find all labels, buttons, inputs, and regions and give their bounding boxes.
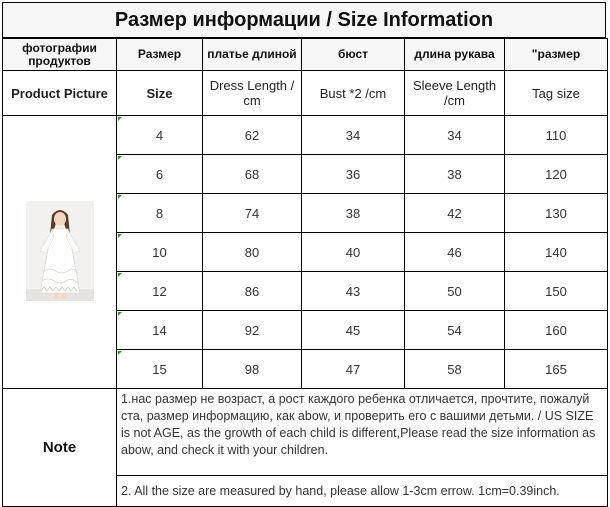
cell-tag-size: 120 — [505, 155, 608, 194]
cell-tag-size: 140 — [505, 233, 608, 272]
cell-tag-size: 150 — [505, 272, 608, 311]
cell-bust: 43 — [302, 272, 405, 311]
cell-sleeve: 38 — [405, 155, 505, 194]
cell-tag-size: 130 — [505, 194, 608, 233]
cell-bust: 34 — [302, 116, 405, 155]
cell-sleeve: 50 — [405, 272, 505, 311]
cell-bust: 40 — [302, 233, 405, 272]
cell-size: 6 — [117, 155, 203, 194]
cell-dress-length: 68 — [203, 155, 302, 194]
cell-dress-length: 92 — [203, 311, 302, 350]
header-ru-dress-length: платье длиной — [203, 39, 302, 71]
cell-sleeve: 54 — [405, 311, 505, 350]
cell-sleeve: 46 — [405, 233, 505, 272]
cell-dress-length: 98 — [203, 350, 302, 389]
cell-size: 15 — [117, 350, 203, 389]
header-row-russian — [3, 39, 608, 71]
cell-dress-length: 80 — [203, 233, 302, 272]
header-en-bust: Bust *2 /cm — [302, 71, 405, 116]
cell-tag-size: 165 — [505, 350, 608, 389]
size-table — [2, 38, 608, 507]
header-en-sleeve-length: Sleeve Length /cm — [405, 71, 505, 116]
cell-size: 12 — [117, 272, 203, 311]
cell-size: 14 — [117, 311, 203, 350]
header-ru-size: Размер — [117, 39, 203, 71]
header-ru-sleeve-length: длина рукава — [405, 39, 505, 71]
cell-size: 4 — [117, 116, 203, 155]
note-text-1: 1.нас размер не возраст, а рост каждого ребенка отличается, прочтите, пожалуй ста, размер информацию, как abow, и проверить его с вашими детьми. / US SIZE is not AGE, as the growth of each child is different,Please read the size information as abow, and check it with your children. — [117, 389, 608, 476]
cell-dress-length: 74 — [203, 194, 302, 233]
cell-sleeve: 58 — [405, 350, 505, 389]
cell-tag-size: 110 — [505, 116, 608, 155]
header-en-product-picture: Product Picture — [3, 71, 117, 116]
cell-size: 10 — [117, 233, 203, 272]
cell-size: 8 — [117, 194, 203, 233]
table-row — [3, 116, 608, 155]
header-en-size: Size — [117, 71, 203, 116]
header-ru-product-picture: фотографии продуктов — [3, 39, 117, 71]
note-label: Note — [3, 389, 117, 507]
cell-bust: 47 — [302, 350, 405, 389]
product-picture-cell — [3, 116, 117, 389]
header-ru-tag-size: "размер — [505, 39, 608, 71]
cell-bust: 36 — [302, 155, 405, 194]
header-en-dress-length: Dress Length / cm — [203, 71, 302, 116]
header-ru-bust: бюст — [302, 39, 405, 71]
cell-sleeve: 34 — [405, 116, 505, 155]
girl-in-white-lace-dress-photo — [26, 201, 94, 301]
cell-dress-length: 62 — [203, 116, 302, 155]
cell-bust: 38 — [302, 194, 405, 233]
header-en-tag-size: Tag size — [505, 71, 608, 116]
product-photo — [26, 201, 94, 301]
cell-bust: 45 — [302, 311, 405, 350]
page-title: Размер информации / Size Information — [2, 2, 606, 38]
note-row — [3, 389, 608, 476]
cell-sleeve: 42 — [405, 194, 505, 233]
cell-dress-length: 86 — [203, 272, 302, 311]
header-row-english — [3, 71, 608, 116]
note-text-2: 2. All the size are measured by hand, please allow 1-3cm errow. 1cm=0.39inch. — [117, 476, 608, 507]
cell-tag-size: 160 — [505, 311, 608, 350]
